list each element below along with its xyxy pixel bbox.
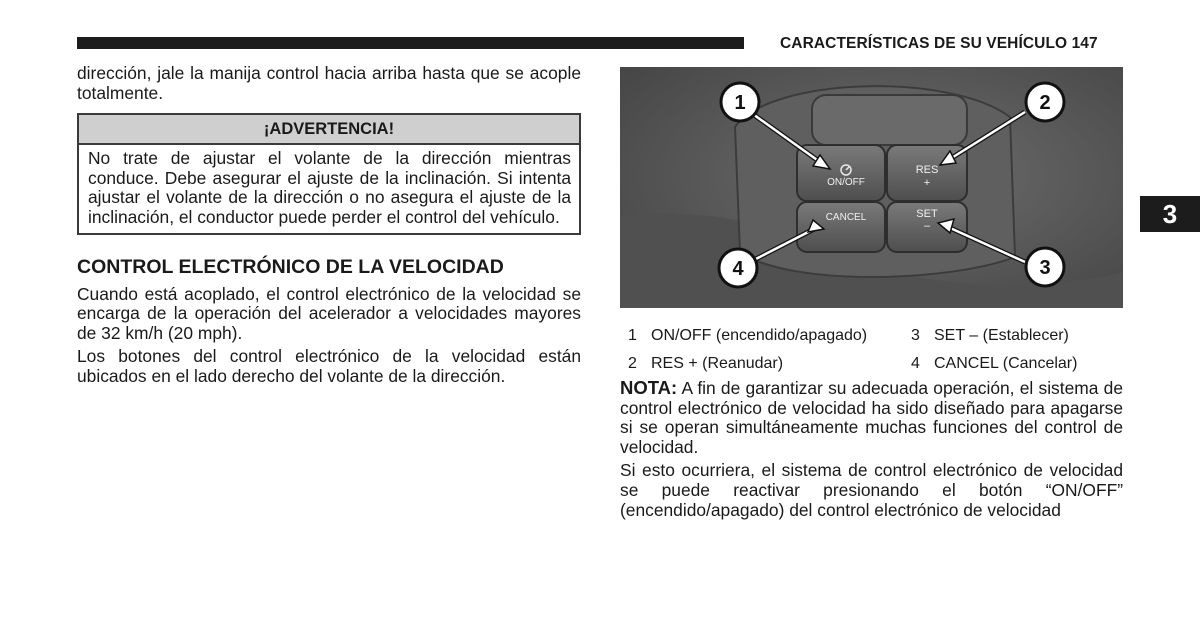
intro-paragraph: dirección, jale la manija control hacia arriba hasta que se acople totalmente. <box>77 63 581 103</box>
warning-box <box>77 113 581 234</box>
cancel-label: CANCEL <box>825 212 867 223</box>
legend-label: RES + (Reanudar) <box>651 355 784 372</box>
callout-2 <box>1026 83 1064 121</box>
legend-label: SET – (Establecer) <box>934 327 1069 344</box>
legend-number: 2 <box>628 355 637 372</box>
res-sign: + <box>923 177 931 189</box>
section-paragraph-2: Los botones del control electrónico de la velocidad están ubicados en el lado derecho del volante de la dirección. <box>77 346 581 386</box>
legend-number: 4 <box>911 355 920 372</box>
left-column <box>77 64 581 387</box>
right-column <box>620 378 1123 520</box>
figure-legend <box>628 322 1123 378</box>
legend-row <box>628 350 1123 378</box>
section-title: CONTROL ELECTRÓNICO DE LA VELOCIDAD <box>77 255 504 278</box>
legend-number: 3 <box>911 327 920 344</box>
callout-1 <box>721 83 759 121</box>
callout-3 <box>1026 248 1064 286</box>
legend-item <box>911 327 1069 345</box>
set-label: SET <box>916 208 938 220</box>
nota-text: A fin de garantizar su adecuada operación, el sistema de control electrónico de velocidad ha sido diseñado para apagarse si se operan simultáneamente muchas funciones del control de velocidad. <box>620 378 1123 457</box>
chapter-tab: 3 <box>1140 196 1200 232</box>
page-header: CARACTERÍSTICAS DE SU VEHÍCULO 147 <box>780 35 1098 52</box>
legend-label: CANCEL (Cancelar) <box>934 355 1078 372</box>
callout-2-label: 2 <box>1039 92 1051 114</box>
reactivate-paragraph: Si esto ocurriera, el sistema de control electrónico de velocidad se puede reactivar presionando el botón “ON/OFF” (encendido/apagado) del control electrónico de velocidad <box>620 460 1123 520</box>
legend-item <box>911 355 1077 373</box>
nota-label: NOTA: <box>620 377 678 398</box>
callout-4-label: 4 <box>732 258 744 280</box>
set-sign: – <box>923 220 931 232</box>
top-pad <box>812 95 967 145</box>
on-off-label: ON/OFF <box>827 177 865 188</box>
callout-3-label: 3 <box>1039 257 1051 279</box>
warning-body: No trate de ajustar el volante de la dirección mientras conduce. Debe asegurar el ajuste de la inclinación. Si intenta ajustar el volante de la dirección o no asegura el ajuste de la inclinación, el conductor puede perder el control del vehículo. <box>88 148 571 227</box>
legend-row <box>628 322 1123 350</box>
header-rule <box>77 37 744 49</box>
callout-4 <box>719 249 757 287</box>
legend-number: 1 <box>628 327 637 344</box>
legend-label: ON/OFF (encendido/apagado) <box>651 327 868 344</box>
callout-1-label: 1 <box>734 92 746 114</box>
res-label: RES <box>915 164 939 176</box>
legend-item <box>628 355 911 373</box>
nota-paragraph <box>620 378 1123 457</box>
section-paragraph-1: Cuando está acoplado, el control electrónico de la velocidad se encarga de la operación del acelerador a velocidades mayores de 32 km/h (20 mph). <box>77 283 581 343</box>
steering-wheel-controls-figure <box>620 67 1123 308</box>
legend-item <box>628 327 911 345</box>
warning-title: ¡ADVERTENCIA! <box>79 115 579 145</box>
figure-illustration <box>620 67 1123 308</box>
